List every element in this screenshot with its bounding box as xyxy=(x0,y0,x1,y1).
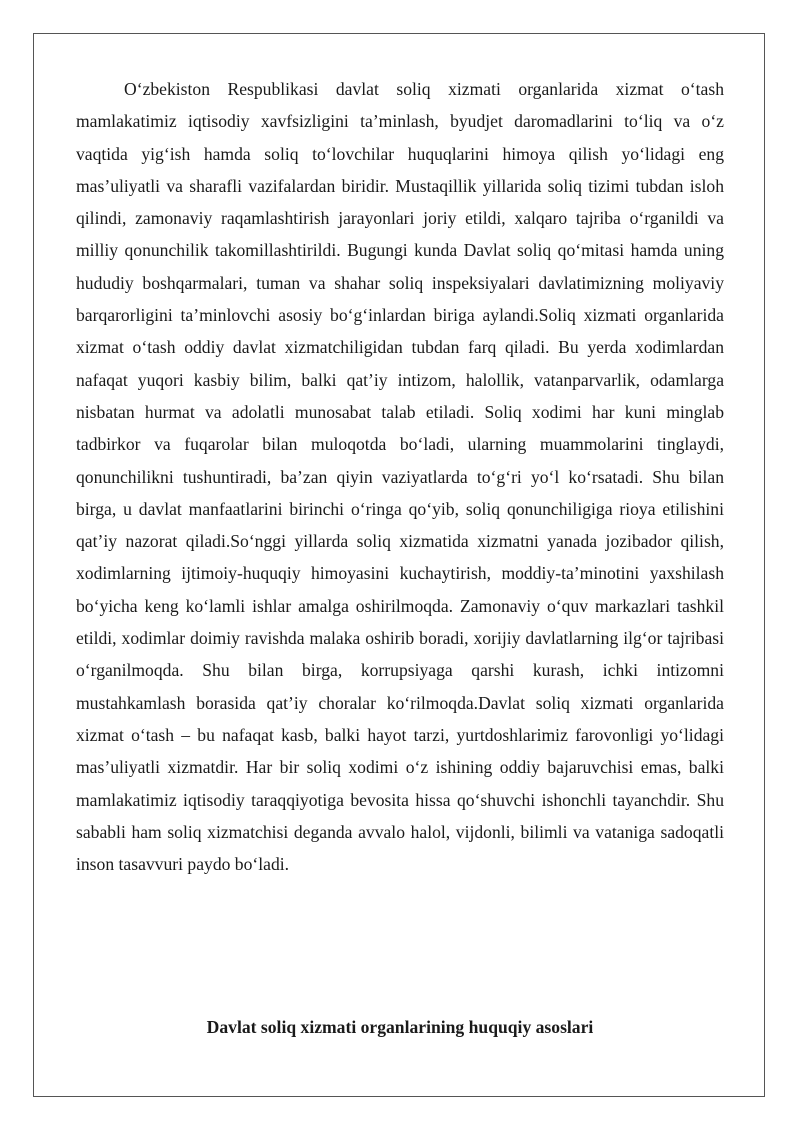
section-heading: Davlat soliq xizmati organlarining huquqiy asoslari xyxy=(206,1017,594,1037)
body-paragraph: O‘zbekiston Respublikasi davlat soliq xizmati organlarida xizmat o‘tash mamlakatimiz iqtisodiy xavfsizligini ta’minlash, byudjet daromadlarini to‘liq va o‘z vaqtida yig‘ish hamda soliq to‘lovchilar huquqlarini himoya qilish yo‘lidagi eng mas’uliyatli va sharafli vazifalardan biridir. Mustaqillik yillarida soliq tizimi tubdan isloh qilindi, zamonaviy raqamlashtirish jarayonlari joriy etildi, xalqaro tajriba o‘rganildi va milliy qonunchilik takomillashtirildi. Bugungi kunda Davlat soliq qo‘mitasi hamda uning hududiy boshqarmalari, tuman va shahar soliq inspeksiyalari davlatimizning moliyaviy barqarorligini ta’minlovchi asosiy bo‘g‘inlardan biriga aylandi.Soliq xizmati organlarida xizmat o‘tash oddiy davlat xizmatchiligidan tubdan farq qiladi. Bu yerda xodimlardan nafaqat yuqori kasbiy bilim, balki qat’iy intizom, halollik, vatanparvarlik, odamlarga nisbatan hurmat va adolatli munosabat talab etiladi. Soliq xodimi har kuni minglab tadbirkor va fuqarolar bilan muloqotda bo‘ladi, ularning muammolarini tinglaydi, qonunchilikni tushuntiradi, ba’zan qiyin vaziyatlarda to‘g‘ri yo‘l ko‘rsatadi. Shu bilan birga, u davlat manfaatlarini birinchi o‘ringa qo‘yib, soliq qonunchiligiga rioya etilishini qat’iy nazorat qiladi.So‘nggi yillarda soliq xizmatida xizmatni yanada jozibador qilish, xodimlarning ijtimoiy-huquqiy himoyasini kuchaytirish, moddiy-ta’minotini yaxshilash bo‘yicha keng ko‘lamli ishlar amalga oshirilmoqda. Zamonaviy o‘quv markazlari tashkil etildi, xodimlar doimiy ravishda malaka oshirib boradi, xorijiy davlatlarning ilg‘or tajribasi o‘rganilmoqda. Shu bilan birga, korrupsiyaga qarshi kurash, ichki intizomni mustahkamlash borasida qat’iy choralar ko‘rilmoqda.Davlat soliq xizmati organlarida xizmat o‘tash – bu nafaqat kasb, balki hayot tarzi, yurtdoshlarimiz farovonligi yo‘lidagi mas’uliyatli xizmatdir. Har bir soliq xodimi o‘z ishining oddiy bajaruvchisi emas, balki mamlakatimiz iqtisodiy taraqqiyotiga bevosita hissa qo‘shuvchi ishonchli tayanchdir. Shu sababli ham soliq xizmatchisi deganda avvalo halol, vijdonli, bilimli va vataniga sadoqatli inson tasavvuri paydo bo‘ladi. xyxy=(76,79,724,875)
